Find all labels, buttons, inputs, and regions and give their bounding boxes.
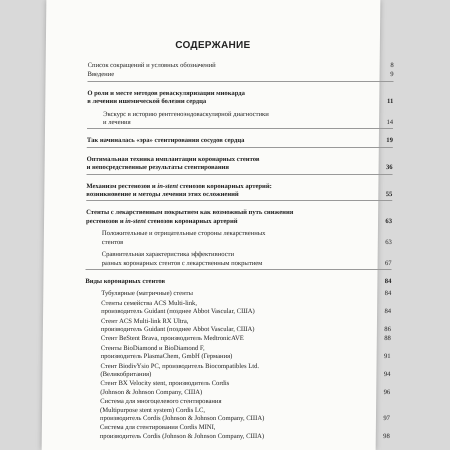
toc-subentry: Стенты BioDiamond и BioDiamond F, производитель PlasmaChem, GmbH (Германия) 91 — [100, 344, 391, 361]
page-number: 84 — [384, 290, 392, 298]
toc-section-restenosis — [86, 181, 392, 202]
toc-subentry: Стент ACS Multi-link RX Ultra, производитель Guidant (позднее Abbot Vascular, США) 86 — [100, 317, 391, 333]
page-number: 97 — [383, 415, 391, 422]
toc-entry: Стенты с лекарственным покрытием как возможный путь снижения рестенозов и in-stent стенозов коронарных артерий 63 — [86, 209, 393, 225]
toc-entry: Оптимальная техника имплантации коронарных стентов и непосредственные результаты стентирования 36 — [86, 155, 393, 172]
toc-subentry: Экскурс в историю рентгеноэндоваскулярной диагностики и лечения 14 — [103, 110, 394, 127]
toc-subentry: Сравнительная характеристика эффективности разных коронарных стентов с лекарственным покрытием 67 — [101, 251, 392, 267]
page-number: 63 — [385, 238, 392, 246]
book-page — [42, 0, 394, 450]
toc-subentry: Система для стентирования Cordis MINI, производитель Cordis (Johnson & Johnson Company, США) 98 — [99, 424, 390, 440]
toc-section-drug-eluting-stents — [86, 207, 393, 269]
toc-subentry: Тубулярные (матричные) стенты 84 — [101, 290, 392, 298]
toc-entry: Введение 9 — [87, 71, 394, 79]
page-number: 91 — [383, 353, 391, 361]
toc-subentry: Система для многоцелевого стентирования (Multipurpose stent system) Cordis LC, производитель Cordis (Johnson & Johnson Company, США) 97 — [99, 398, 391, 422]
toc-section-front-matter — [87, 60, 393, 82]
toc-entry: Так начиналась «эра» стентирования сосудов сердца 19 — [86, 137, 393, 145]
toc-subentry: Стент BX Velocity stent, производитель Cordis (Johnson & Johnson Company, США) 96 — [100, 380, 391, 396]
page-number: 55 — [385, 191, 393, 199]
page-number: 36 — [385, 164, 393, 172]
toc-section-stenting-era — [87, 135, 393, 147]
toc-entry: Виды коронарных стентов 84 — [85, 277, 392, 285]
page-number: 96 — [383, 388, 391, 396]
page-number: 98 — [383, 432, 390, 440]
page-number: 9 — [390, 71, 394, 79]
page-number: 88 — [384, 335, 391, 343]
toc-section-revascularization — [87, 88, 393, 130]
toc-subentry: Стент BiodivYsio PC, производитель Biocompatibles Ltd. (Великобритания) 94 — [100, 362, 391, 378]
page-title: СОДЕРЖАНИЕ — [175, 40, 251, 51]
toc-entry: Список сокращений и условных обозначений 8 — [87, 62, 394, 69]
toc-entry: О роли и месте методов реваскуляризации миокарда в лечении ишемической болезни сердца 11 — [87, 89, 394, 106]
page-number: 67 — [384, 259, 392, 267]
page-number: 84 — [384, 308, 392, 316]
toc-subentry: Положительные и отрицательные стороны лекарственных стентов 63 — [101, 230, 392, 246]
toc-subentry: Стент BeStent Brava, производитель MedtronicAVE 88 — [100, 335, 391, 343]
toc-section-implantation-technique — [87, 154, 393, 175]
page-number: 14 — [386, 119, 394, 127]
toc-entry: Механизм рестенозов и in-stent стенозов коронарных артерий: возникновение и методы лечения этих осложнений 55 — [86, 182, 393, 199]
page-number: 94 — [383, 370, 391, 378]
page-number: 63 — [385, 217, 393, 225]
page-number: 11 — [387, 98, 394, 106]
page-number: 8 — [390, 62, 394, 69]
page-number: 86 — [384, 325, 391, 333]
toc-section-stent-types — [84, 276, 392, 442]
toc-subentry: Стенты семейства ACS Multi-link, производитель Guidant (позднее Abbot Vascular, США) 84 — [101, 299, 392, 316]
page-number: 84 — [384, 277, 392, 285]
table-of-contents — [84, 60, 394, 442]
page-number: 19 — [386, 137, 393, 145]
